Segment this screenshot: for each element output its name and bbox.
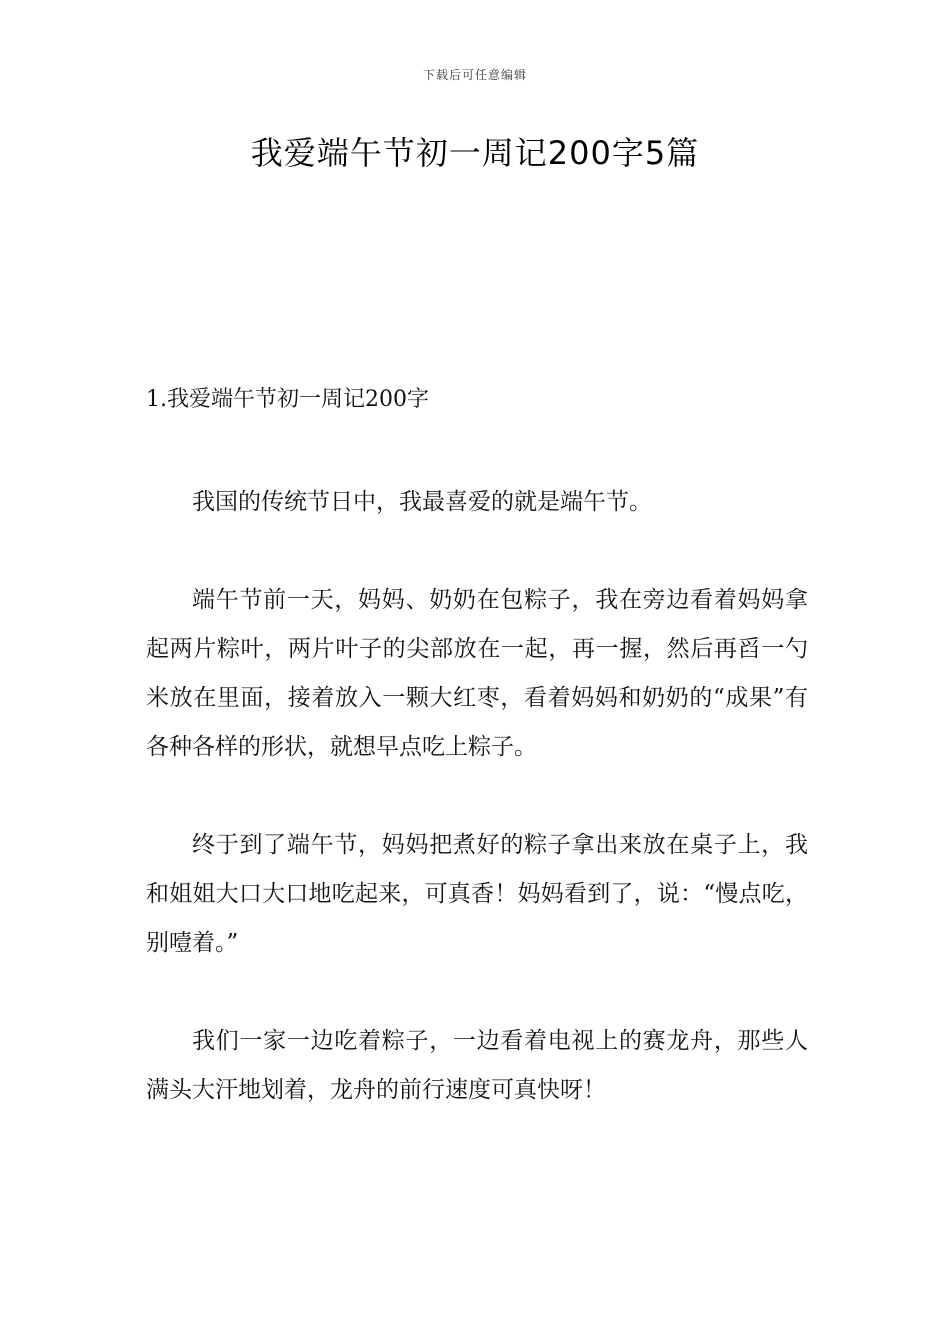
paragraph-1: 我国的传统节日中，我最喜爱的就是端午节。 xyxy=(192,489,652,515)
paragraph-4: 我们一家一边吃着粽子，一边看着电视上的赛龙舟，那些人满头大汗地划着，龙舟的前行速度可真快呀！ xyxy=(146,1028,808,1103)
header-note: 下载后可任意编辑 xyxy=(422,68,527,82)
section-heading: 1.我爱端午节初一周记200字 xyxy=(146,387,429,412)
document-title: 我爱端午节初一周记200字5篇 xyxy=(250,134,700,172)
paragraph-2: 端午节前一天，妈妈、奶奶在包粽子，我在旁边看着妈妈拿起两片粽叶，两片叶子的尖部放在一起，再一握，然后再舀一勺米放在里面，接着放入一颗大红枣，看着妈妈和奶奶的“成果”有各种各样的形状，就想早点吃上粽子。 xyxy=(146,587,808,760)
paragraph-3: 终于到了端午节，妈妈把煮好的粽子拿出来放在桌子上，我和姐姐大口大口地吃起来，可真香！妈妈看到了，说：“慢点吃，别噎着。” xyxy=(146,832,808,956)
article-body xyxy=(146,478,808,1164)
